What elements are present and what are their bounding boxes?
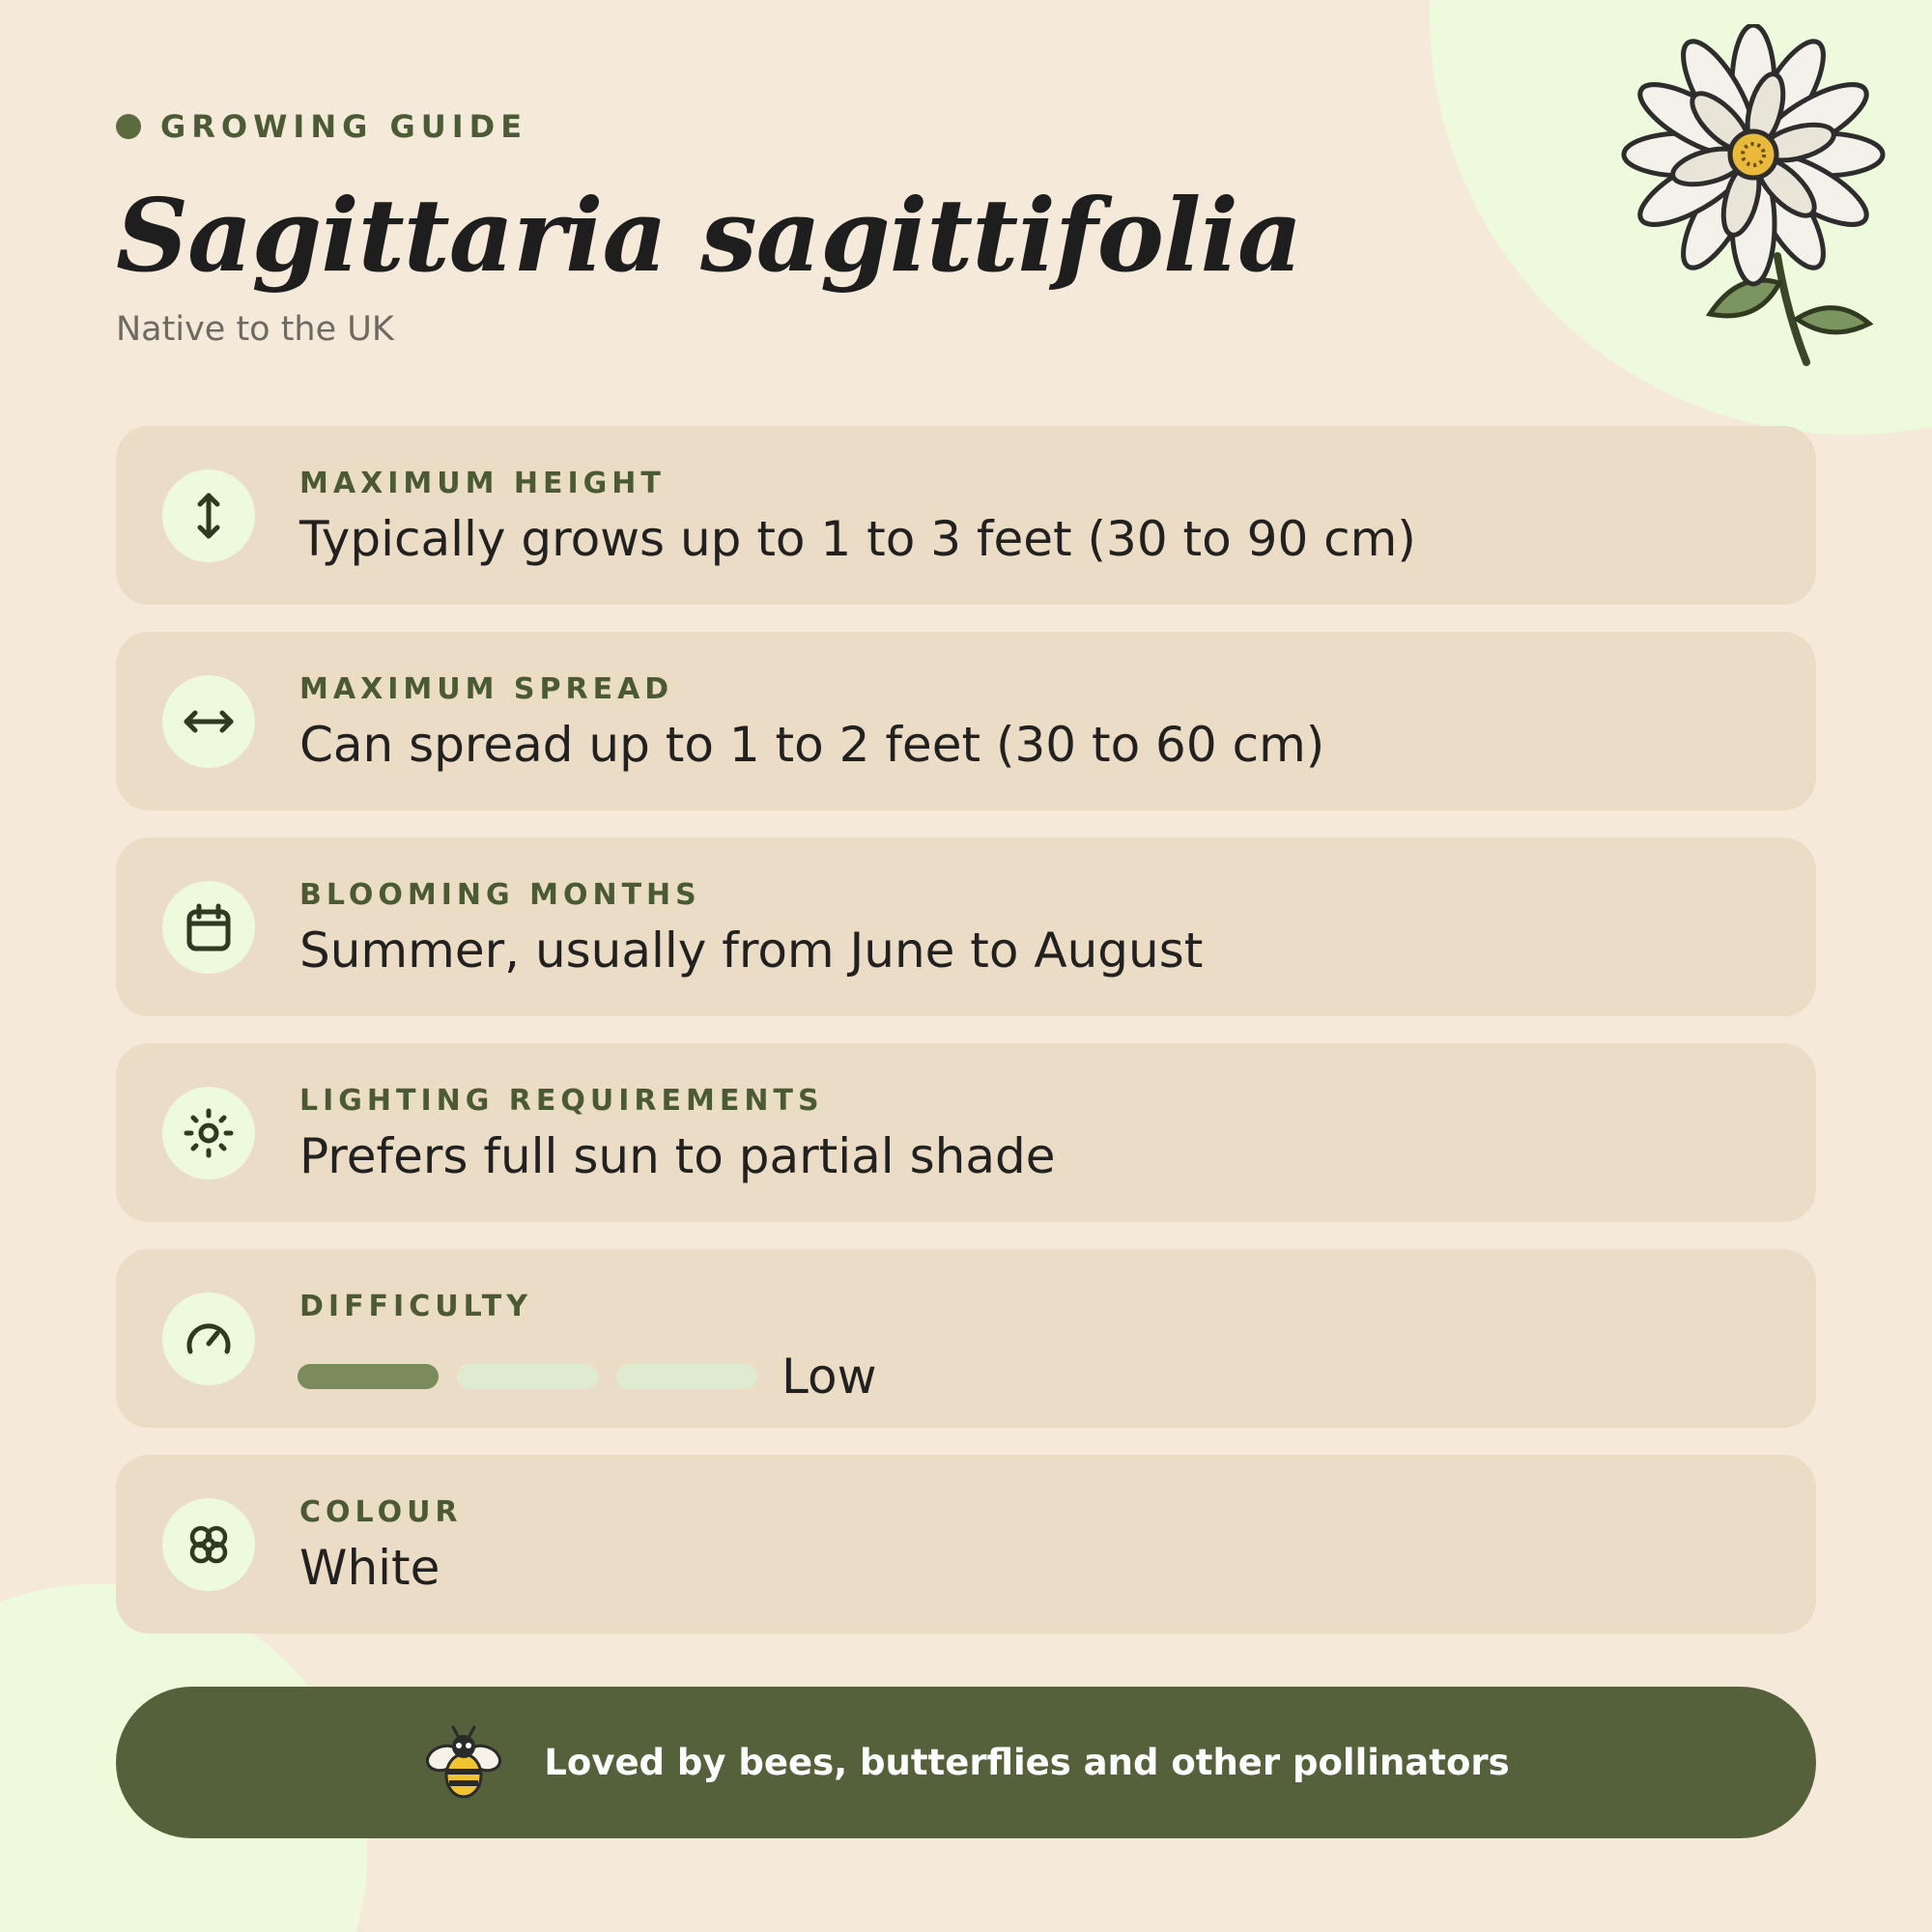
card-value: Prefers full sun to partial shade <box>299 1128 1056 1184</box>
card-label: COLOUR <box>299 1495 463 1529</box>
card-difficulty <box>116 1249 1816 1428</box>
pollinator-banner <box>116 1687 1816 1838</box>
bee-icon <box>422 1721 505 1804</box>
vertical-arrows-icon <box>162 469 255 562</box>
calendar-icon <box>162 881 255 974</box>
difficulty-segment <box>616 1364 757 1389</box>
header <box>116 108 1301 349</box>
gauge-icon <box>162 1293 255 1385</box>
card-label: BLOOMING MONTHS <box>299 878 701 912</box>
card-value: Typically grows up to 1 to 3 feet (30 to 90 cm) <box>299 511 1416 567</box>
card-label: MAXIMUM SPREAD <box>299 672 674 706</box>
kicker-label: GROWING GUIDE <box>160 108 528 145</box>
card-maximum-spread <box>116 632 1816 810</box>
info-cards <box>116 426 1816 1661</box>
card-label: MAXIMUM HEIGHT <box>299 467 666 500</box>
difficulty-value: Low <box>781 1349 877 1405</box>
flower-illustration-icon <box>1613 24 1893 372</box>
card-lighting-requirements <box>116 1043 1816 1222</box>
card-colour <box>116 1455 1816 1634</box>
pollinator-text: Loved by bees, butterflies and other pollinators <box>544 1742 1510 1783</box>
sun-icon <box>162 1087 255 1179</box>
card-value: Summer, usually from June to August <box>299 923 1204 979</box>
plant-title: Sagittaria sagittifolia <box>116 176 1302 295</box>
difficulty-segment <box>457 1364 598 1389</box>
flower-outline-icon <box>162 1498 255 1591</box>
difficulty-meter <box>298 1349 876 1405</box>
kicker-dot <box>116 114 141 139</box>
card-maximum-height <box>116 426 1816 605</box>
card-value: Can spread up to 1 to 2 feet (30 to 60 cm) <box>299 717 1325 773</box>
card-value: White <box>299 1540 440 1596</box>
card-blooming-months <box>116 838 1816 1016</box>
card-label: DIFFICULTY <box>299 1290 532 1323</box>
plant-subtitle: Native to the UK <box>116 310 394 349</box>
card-label: LIGHTING REQUIREMENTS <box>299 1084 824 1118</box>
kicker <box>116 108 1301 145</box>
horizontal-arrows-icon <box>162 675 255 768</box>
difficulty-segment <box>298 1364 439 1389</box>
